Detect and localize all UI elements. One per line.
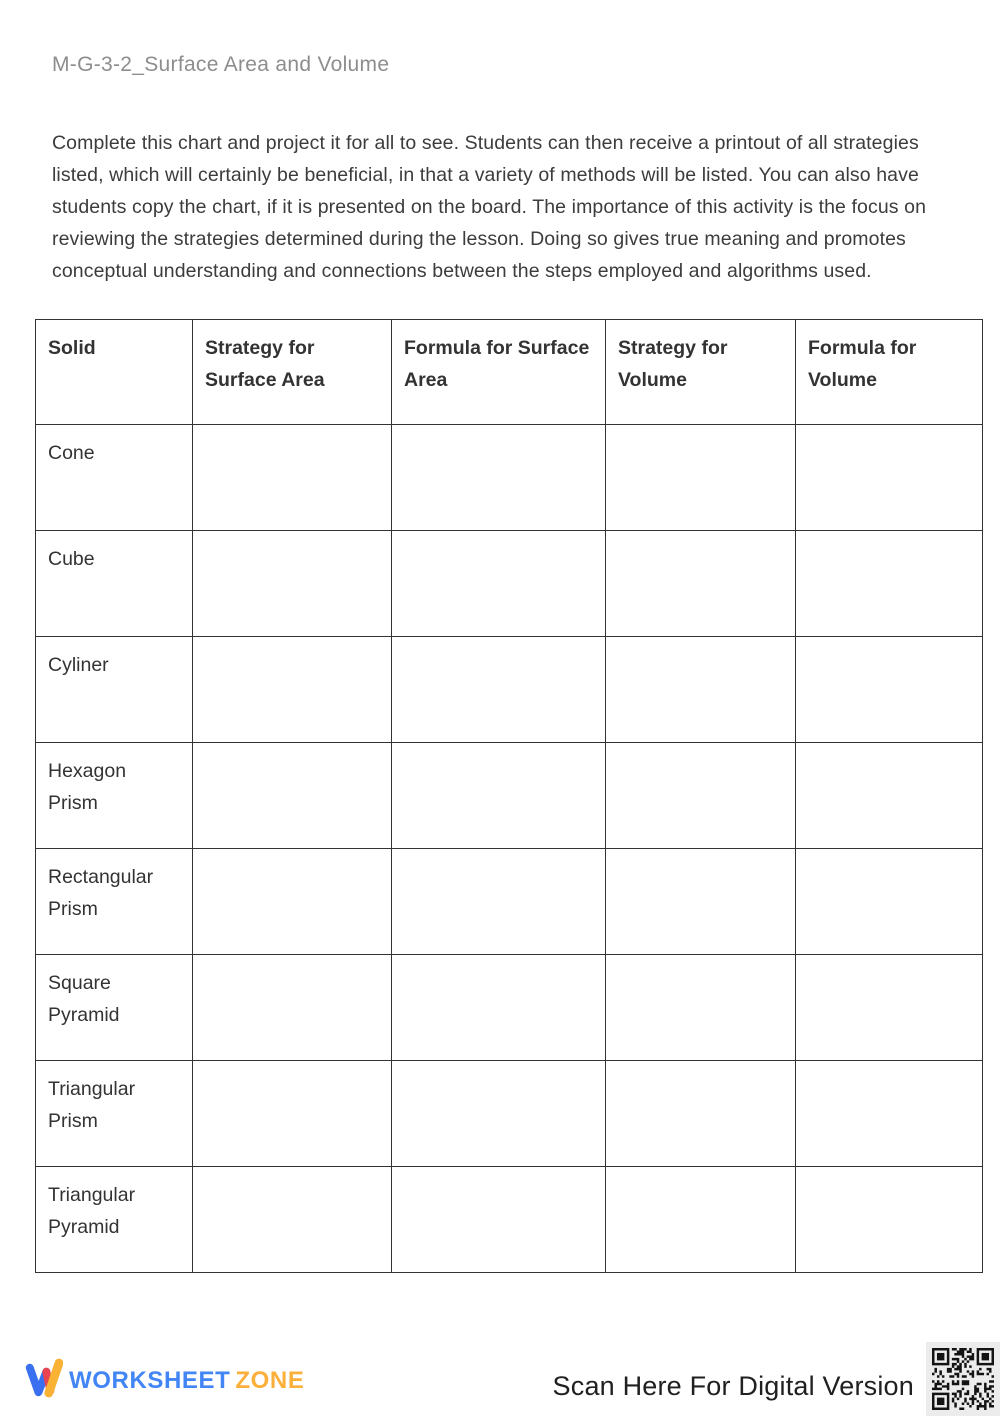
formula-surface-area-cell xyxy=(392,743,606,849)
column-header-solid: Solid xyxy=(36,320,193,425)
table-row-hexagon-prism xyxy=(36,743,983,849)
qr-code xyxy=(926,1342,1000,1416)
solid-label: Cone xyxy=(36,425,193,531)
strategy-volume-cell xyxy=(606,425,796,531)
brand-name xyxy=(69,1367,304,1395)
worksheetzone-w-logo-icon xyxy=(25,1357,63,1404)
brand-name-secondary: ZONE xyxy=(235,1366,305,1394)
strategy-surface-area-cell xyxy=(193,1061,392,1167)
table-row-cyliner xyxy=(36,637,983,743)
column-header-formula-surface-area: Formula for Surface Area xyxy=(392,320,606,425)
formula-surface-area-cell xyxy=(392,1061,606,1167)
solid-label: Cyliner xyxy=(36,637,193,743)
strategy-surface-area-cell xyxy=(193,849,392,955)
strategy-surface-area-cell xyxy=(193,531,392,637)
table-row-square-pyramid xyxy=(36,955,983,1061)
table-row-cube xyxy=(36,531,983,637)
strategy-volume-cell xyxy=(606,849,796,955)
strategy-volume-cell xyxy=(606,743,796,849)
intro-paragraph: Complete this chart and project it for all to see. Students can then receive a printout of all strategies listed, which will certainly be beneficial, in that a variety of methods will be listed. You can also have students copy the chart, if it is presented on the board. The importance of this activity is the focus on reviewing the strategies determined during the lesson. Doing so gives true meaning and promotes conceptual understanding and connections between the steps employed and algorithms used. xyxy=(52,132,927,282)
formula-surface-area-cell xyxy=(392,425,606,531)
formula-surface-area-cell xyxy=(392,637,606,743)
formula-volume-cell xyxy=(796,531,983,637)
worksheetzone-logo xyxy=(25,1357,304,1404)
brand-name-primary: WORKSHEET xyxy=(69,1366,231,1394)
formula-volume-cell xyxy=(796,1167,983,1273)
solid-label: Cube xyxy=(36,531,193,637)
strategy-volume-cell xyxy=(606,1167,796,1273)
document-title: M-G-3-2_Surface Area and Volume xyxy=(52,53,390,76)
table-header-row xyxy=(36,320,983,425)
formula-surface-area-cell xyxy=(392,1167,606,1273)
solid-label: Hexagon Prism xyxy=(36,743,193,849)
column-header-strategy-volume: Strategy for Volume xyxy=(606,320,796,425)
formula-surface-area-cell xyxy=(392,955,606,1061)
solid-label: Square Pyramid xyxy=(36,955,193,1061)
scan-here-label: Scan Here For Digital Version xyxy=(552,1371,914,1401)
strategies-table xyxy=(35,319,983,1273)
strategy-surface-area-cell xyxy=(193,743,392,849)
strategy-surface-area-cell xyxy=(193,955,392,1061)
strategy-volume-cell xyxy=(606,637,796,743)
table-row-triangular-pyramid xyxy=(36,1167,983,1273)
table-row-cone xyxy=(36,425,983,531)
solid-label: Triangular Pyramid xyxy=(36,1167,193,1273)
formula-volume-cell xyxy=(796,1061,983,1167)
strategy-surface-area-cell xyxy=(193,1167,392,1273)
solid-label: Rectangular Prism xyxy=(36,849,193,955)
formula-volume-cell xyxy=(796,743,983,849)
table-row-rectangular-prism xyxy=(36,849,983,955)
column-header-strategy-surface-area: Strategy for Surface Area xyxy=(193,320,392,425)
formula-volume-cell xyxy=(796,637,983,743)
formula-volume-cell xyxy=(796,849,983,955)
formula-surface-area-cell xyxy=(392,531,606,637)
strategy-volume-cell xyxy=(606,955,796,1061)
column-header-formula-volume: Formula for Volume xyxy=(796,320,983,425)
formula-volume-cell xyxy=(796,425,983,531)
strategy-surface-area-cell xyxy=(193,425,392,531)
solid-label: Triangular Prism xyxy=(36,1061,193,1167)
formula-surface-area-cell xyxy=(392,849,606,955)
page-footer xyxy=(0,1334,1000,1416)
strategy-volume-cell xyxy=(606,531,796,637)
table-row-triangular-prism xyxy=(36,1061,983,1167)
formula-volume-cell xyxy=(796,955,983,1061)
strategy-volume-cell xyxy=(606,1061,796,1167)
strategy-surface-area-cell xyxy=(193,637,392,743)
